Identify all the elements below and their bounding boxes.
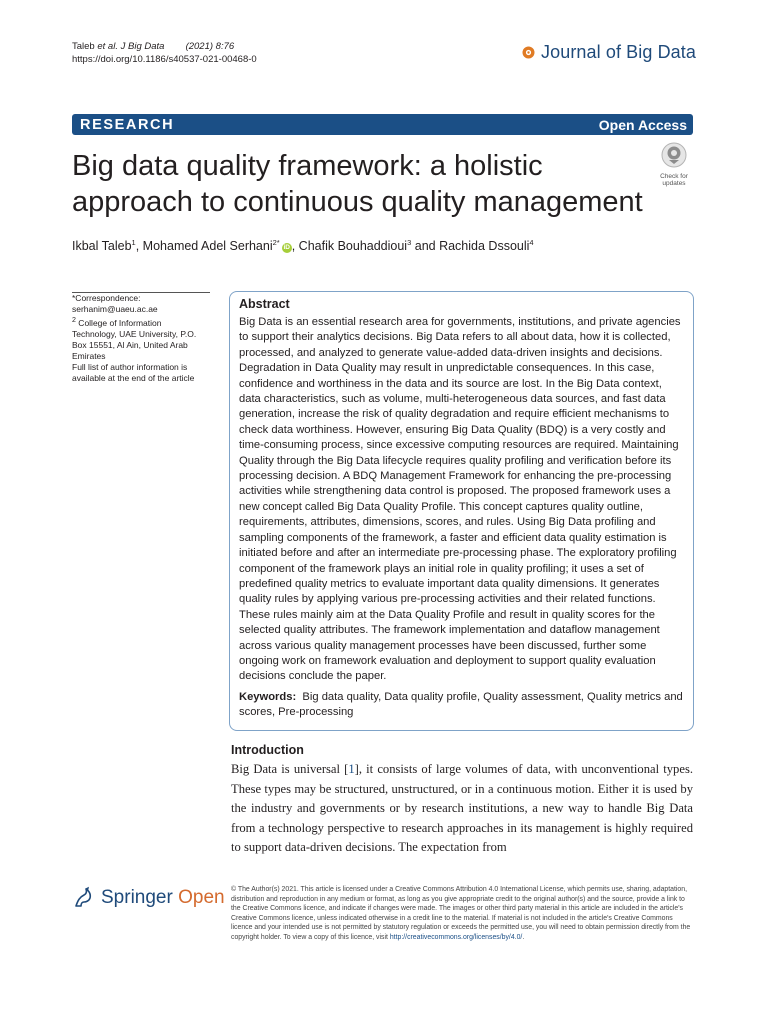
author-info-note: Full list of author information is available at the end of the article — [72, 361, 195, 383]
reference-link[interactable]: 1 — [348, 762, 355, 776]
author-affiliation: 4 — [529, 238, 534, 247]
license-statement — [231, 885, 696, 943]
springer-horse-icon — [72, 886, 96, 910]
paper-title: Big data quality framework: a holistic approach to continuous quality management — [72, 150, 643, 218]
citation-journal: J Big Data — [117, 41, 165, 52]
introduction-text — [231, 760, 693, 858]
author-name[interactable]: Ikbal Taleb — [72, 239, 132, 254]
correspondence-label: *Correspondence: — [72, 293, 141, 303]
article-type-banner — [72, 114, 693, 135]
keywords-label: Keywords: — [239, 690, 297, 703]
check-for-updates-line2: updates — [662, 180, 686, 187]
license-end: . — [522, 933, 525, 941]
author-name[interactable]: Mohamed Adel Serhani — [142, 239, 273, 254]
author-name[interactable]: Rachida Dssouli — [439, 239, 530, 254]
citation-authors: Taleb — [72, 41, 98, 52]
citation-line — [72, 40, 257, 53]
author-separator: , — [291, 239, 299, 254]
springer-open-wordmark — [101, 887, 225, 909]
abstract-text: Big Data is an essential research area for governments, institutions, and private agencies to support their analytics decisions. Big Data refers to all about data, how it is collected, processed, and analyzed to generate value-added data-driven insights and decisions. Degradation in Data Quality may result in unpredictable consequences. In this case, confidence and worthiness in the data and its source are lost. In the Big Data context, data characteristics, such as volume, multi-heterogeneous data sources, and fast data generation, increase the risk of quality degradation and require efficient mechanisms to check data worthiness. However, ensuring Big Data Quality (BDQ) is a very costly and time-consuming process, since excessive computing resources are required. Maintaining Quality through the Big Data lifecycle requires quality profiling and verification before its processing decision. A BDQ Management Framework for enhancing the pre-processing activities while strengthening data control is proposed. The proposed framework uses a new concept called Big Data Quality Profile. This concept captures quality outline, requirements, attributes, dimensions, scores, and rules. Using Big Data profiling and sampling components of the framework, a faster and efficient data quality estimation is initiated before and after an intermediate pre-processing phase. The exploratory profiling component of the framework plays an initial role in quality profiling; it uses a set of predefined quality metrics to evaluate important data quality dimensions. It generates quality rules by applying various pre-processing activities and their related functions. These rules mainly aim at the Data Quality Profile and result in quality scores for the selected quality attributes. The framework implementation and dataflow management across various quality management processes have been discussed, further some ongoing work on framework evaluation and deployment to support quality evaluation decisions conclude the paper. — [239, 316, 681, 683]
abstract-heading: Abstract — [239, 297, 290, 311]
correspondence-email[interactable]: serhanim@uaeu.ac.ae — [72, 304, 158, 314]
author-separator: and — [411, 239, 440, 254]
check-for-updates-line1: Check for — [660, 173, 688, 180]
abstract-box — [229, 291, 694, 731]
springer-wordmark: Springer — [101, 887, 173, 908]
correspondence-sidebar — [72, 293, 202, 384]
doi-link[interactable]: https://doi.org/10.1186/s40537-021-00468-0 — [72, 54, 257, 65]
introduction-text-rest: ], it consists of large volumes of data, with unconventional types. These types may be structured, unstructured, or in a continuous motion. Either it is used by the industry and governments or by research institutions, a new way to handle Big Data from a technology perspective to research approaches in its management is highly required to support data-driven decisions. The expectation from — [231, 762, 693, 854]
citation-etal: et al. — [97, 41, 118, 52]
author-list — [72, 238, 534, 253]
open-access-label: Open Access — [598, 116, 687, 133]
orcid-icon[interactable]: iD — [283, 244, 290, 252]
license-text: © The Author(s) 2021. This article is licensed under a Creative Commons Attribution 4.0 International License, which permits use, sharing, adaptation, distribution and reproduction in any medium or format, as long as you give appropriate credit to the original author(s) and the source, provide a link to the Creative Commons licence, and indicate if changes were made. The images or other third party material in this article are included in the article's Creative Commons licence, unless indicated otherwise in a credit line to the material. If material is not included in the article's Creative Commons licence and your intended use is not permitted by statutory regulation or exceeds the permitted use, you will need to obtain permission directly from the copyright holder. To view a copy of this licence, visit — [231, 886, 691, 941]
springer-open-logo[interactable] — [72, 886, 225, 910]
open-wordmark: Open — [178, 887, 225, 908]
journal-name: Journal of Big Data — [541, 42, 696, 62]
citation-year: (2021) 8:76 — [185, 41, 235, 52]
introduction-heading: Introduction — [231, 743, 304, 757]
license-link[interactable]: http://creativecommons.org/licenses/by/4.0/ — [389, 933, 523, 941]
check-for-updates-badge[interactable] — [654, 142, 694, 187]
author-affiliation: 3 — [407, 238, 412, 247]
journal-logo-icon — [522, 46, 535, 59]
affiliation-description: College of Information Technology, UAE University, P.O. Box 15551, Al Ain, United Arab Emirates — [72, 317, 197, 361]
journal-brand[interactable] — [522, 42, 696, 63]
introduction-text-start: Big Data is universal [ — [231, 762, 349, 776]
keywords — [239, 690, 684, 721]
article-type-label: RESEARCH — [80, 116, 175, 133]
keywords-list: Big data quality, Data quality profile, Quality assessment, Quality metrics and scores, Pre-processing — [239, 690, 683, 719]
check-for-updates-icon — [661, 142, 687, 168]
author-affiliation: 2* — [272, 238, 280, 247]
author-separator: , — [135, 239, 143, 254]
affiliation-text — [72, 315, 202, 362]
citation-header — [72, 40, 257, 66]
author-affiliation: 1 — [131, 238, 136, 247]
affiliation-number: 2 — [72, 316, 76, 324]
author-name[interactable]: Chafik Bouhaddioui — [298, 239, 408, 254]
